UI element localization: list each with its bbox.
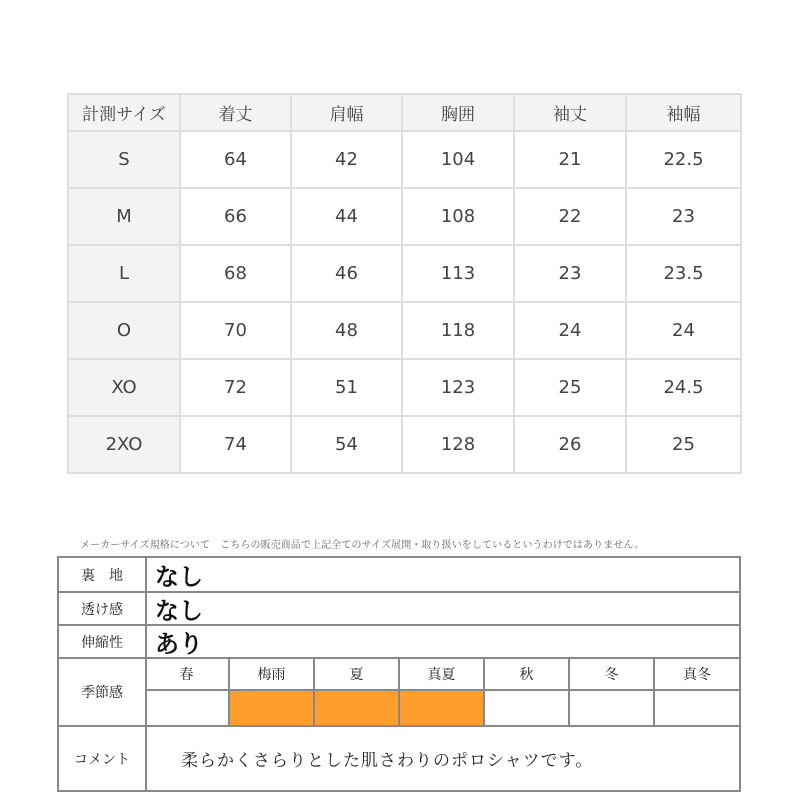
table-cell: 26 xyxy=(514,416,626,473)
table-row xyxy=(68,131,741,188)
size-cell: L xyxy=(68,245,180,302)
sheerness-label: 透け感 xyxy=(59,593,147,624)
table-cell: 22 xyxy=(514,188,626,245)
table-row xyxy=(68,359,741,416)
table-cell: 22.5 xyxy=(626,131,741,188)
property-row-season xyxy=(59,659,739,727)
header-shoulder: 肩幅 xyxy=(291,94,402,131)
product-properties-table xyxy=(57,556,741,792)
table-cell: 123 xyxy=(402,359,514,416)
table-cell: 70 xyxy=(180,302,291,359)
table-cell: 108 xyxy=(402,188,514,245)
table-cell: 128 xyxy=(402,416,514,473)
table-cell: 113 xyxy=(402,245,514,302)
table-row xyxy=(68,188,741,245)
table-row xyxy=(68,416,741,473)
season-label: 季節感 xyxy=(59,659,147,725)
table-cell: 68 xyxy=(180,245,291,302)
table-cell: 23.5 xyxy=(626,245,741,302)
table-cell: 24 xyxy=(514,302,626,359)
property-row-stretch xyxy=(59,626,739,659)
header-length: 着丈 xyxy=(180,94,291,131)
season-indicator-autumn xyxy=(485,691,570,725)
season-spring: 春 xyxy=(145,659,230,691)
size-cell: M xyxy=(68,188,180,245)
table-cell: 42 xyxy=(291,131,402,188)
season-indicator-rainy xyxy=(230,691,315,725)
header-chest: 胸囲 xyxy=(402,94,514,131)
season-indicator-summer xyxy=(315,691,400,725)
comment-label: コメント xyxy=(59,727,147,790)
header-size: 計測サイズ xyxy=(68,94,180,131)
table-cell: 23 xyxy=(626,188,741,245)
table-cell: 72 xyxy=(180,359,291,416)
property-row-lining xyxy=(59,558,739,593)
table-cell: 66 xyxy=(180,188,291,245)
table-cell: 23 xyxy=(514,245,626,302)
size-chart-header-row xyxy=(68,94,741,131)
stretch-value: あり xyxy=(155,630,203,658)
table-cell: 51 xyxy=(291,359,402,416)
season-winter: 冬 xyxy=(570,659,655,691)
table-cell: 48 xyxy=(291,302,402,359)
table-row xyxy=(68,245,741,302)
table-cell: 74 xyxy=(180,416,291,473)
size-cell: S xyxy=(68,131,180,188)
table-cell: 21 xyxy=(514,131,626,188)
season-grid xyxy=(145,659,739,725)
table-cell: 46 xyxy=(291,245,402,302)
season-rainy: 梅雨 xyxy=(230,659,315,691)
season-midwinter: 真冬 xyxy=(655,659,739,691)
season-indicator-winter xyxy=(570,691,655,725)
table-row xyxy=(68,302,741,359)
comment-value: 柔らかくさらりとした肌さわりのポロシャツです。 xyxy=(181,751,594,771)
season-indicator-midwinter xyxy=(655,691,739,725)
stretch-label: 伸縮性 xyxy=(59,626,147,657)
table-cell: 24.5 xyxy=(626,359,741,416)
size-cell: 2XO xyxy=(68,416,180,473)
table-cell: 25 xyxy=(514,359,626,416)
table-cell: 25 xyxy=(626,416,741,473)
season-autumn: 秋 xyxy=(485,659,570,691)
size-note: メーカーサイズ規格について こちらの販売商品で上記全てのサイズ展開・取り扱いをしているというわけではありません。 xyxy=(80,540,645,551)
size-chart-table xyxy=(67,93,742,474)
season-midsummer: 真夏 xyxy=(400,659,485,691)
header-sleeve-length: 袖丈 xyxy=(514,94,626,131)
season-indicator-midsummer xyxy=(400,691,485,725)
property-row-comment xyxy=(59,727,739,790)
table-cell: 44 xyxy=(291,188,402,245)
size-cell: XO xyxy=(68,359,180,416)
season-indicator-spring xyxy=(145,691,230,725)
sheerness-value: なし xyxy=(155,597,203,625)
table-cell: 54 xyxy=(291,416,402,473)
table-cell: 64 xyxy=(180,131,291,188)
table-cell: 104 xyxy=(402,131,514,188)
header-sleeve-width: 袖幅 xyxy=(626,94,741,131)
property-row-sheerness xyxy=(59,593,739,626)
size-cell: O xyxy=(68,302,180,359)
lining-value: なし xyxy=(155,563,203,591)
table-cell: 118 xyxy=(402,302,514,359)
table-cell: 24 xyxy=(626,302,741,359)
lining-label: 裏 地 xyxy=(59,558,147,591)
season-summer: 夏 xyxy=(315,659,400,691)
